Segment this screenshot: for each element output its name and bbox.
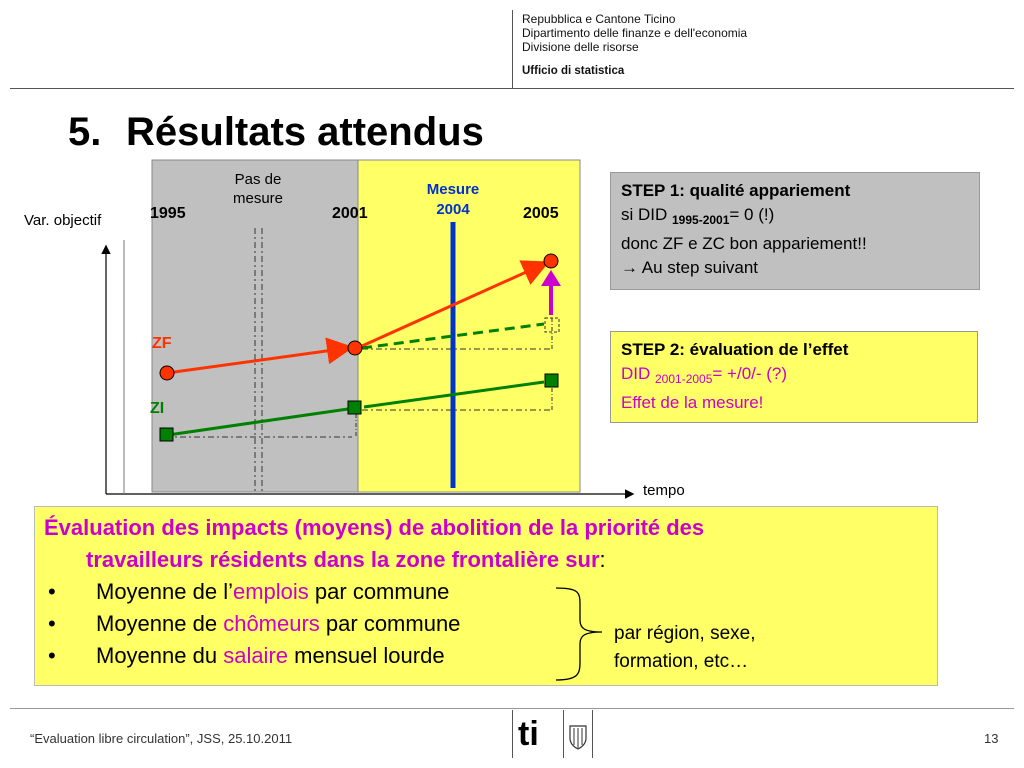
y-axis-label: Var. objectif: [24, 212, 102, 229]
zi-point-1995: [160, 428, 173, 441]
zf-label: ZF: [152, 335, 172, 352]
impacts-content: [44, 512, 924, 672]
step2-line2: Effet de la mesure!: [621, 393, 764, 412]
step1-title: STEP 1: qualité appariement: [621, 181, 851, 200]
step1-line2: donc ZF e ZC bon appariement!!: [621, 234, 867, 253]
step1-box: [610, 172, 980, 290]
header-office: Ufficio di statistica: [522, 65, 625, 77]
x-axis-label: tempo: [643, 482, 685, 499]
footer-logo-divider-left: [512, 710, 513, 758]
zi-point-2001: [348, 401, 361, 414]
zf-point-2001: [348, 341, 362, 355]
mesure-label: Mesure 2004: [426, 181, 480, 218]
impact-bullet-salaire: • Moyenne du salaire mensuel lourde: [44, 640, 924, 672]
impact-bullet-emplois: • Moyenne de l’emplois par commune: [44, 576, 924, 608]
footer-divider: [10, 708, 1014, 709]
header-line-3: Divisione delle risorse: [522, 40, 639, 54]
step2-box: [610, 331, 978, 423]
pas-de-mesure-label: Pas de mesure: [232, 171, 284, 207]
step1-line3: → Au step suivant: [621, 258, 759, 277]
step2-title: STEP 2: évaluation de l’effet: [621, 340, 849, 359]
zf-point-2005: [544, 254, 558, 268]
year-2001: 2001: [332, 205, 368, 222]
ti-logo: ti: [518, 715, 539, 753]
impacts-heading-line1: Évaluation des impacts (moyens) de abolition de la priorité des: [44, 515, 705, 540]
footer-logo-divider-mid: [563, 710, 564, 758]
page-number: 13: [984, 731, 999, 746]
year-2005: 2005: [523, 205, 559, 222]
step1-line1: si DID $_{1995-2001}$= 0 (!): [621, 205, 775, 227]
impacts-heading-line2: travailleurs résidents dans la zone frontalière sur:: [86, 547, 606, 572]
zf-point-1995: [160, 366, 174, 380]
title-text: Résultats attendus: [126, 110, 484, 154]
canton-shield-icon: [568, 724, 588, 750]
header-line-2: Dipartimento delle finanze e dell'economia: [522, 26, 748, 40]
footer-logo-divider-right: [592, 710, 593, 758]
bullet-dot: •: [48, 579, 56, 604]
curly-brace: [548, 584, 608, 684]
zi-label: ZI: [150, 400, 165, 417]
year-1995: 1995: [150, 205, 186, 222]
bullet-dot: •: [48, 643, 56, 668]
header-line-1: Repubblica e Cantone Ticino: [522, 12, 676, 26]
step2-line1: DID $_{2001-2005}$= +/0/- (?): [621, 364, 788, 386]
bullet-dot: •: [48, 611, 56, 636]
impact-bullet-chomeurs: • Moyenne de chômeurs par commune: [44, 608, 924, 640]
footer-text: “Evaluation libre circulation”, JSS, 25.10.2011: [30, 731, 293, 746]
title-number: 5.: [68, 110, 102, 154]
zi-point-2005: [545, 374, 558, 387]
brace-note: par région, sexe, formation, etc…: [614, 623, 756, 672]
